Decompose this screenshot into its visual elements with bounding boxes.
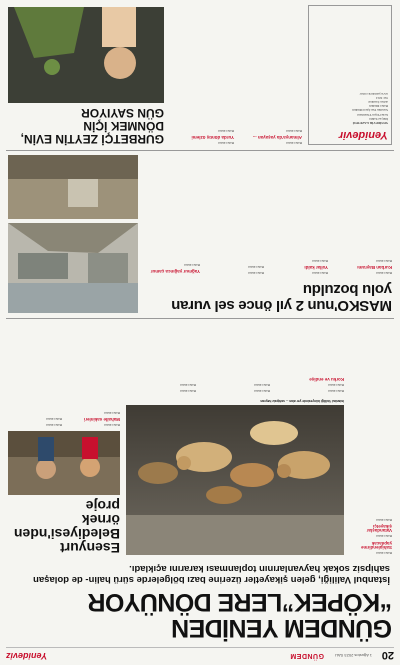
maskot-photo [8, 223, 138, 313]
maskot-column: Yağmur yağınca çamur Haber metni [150, 262, 200, 274]
bottom-story-column: Haber metni Yurda dönüş özlemi Haber metni [191, 128, 234, 145]
section-divider [6, 318, 394, 319]
side-story-photo [8, 431, 120, 495]
section-divider [6, 150, 394, 151]
page-date: 1 Ağustos 2023 SALI [334, 653, 372, 658]
maskot-column: Haber metni Yollar kaldı Haber metni [304, 258, 328, 275]
page-header [6, 647, 394, 661]
side-story-column: Haber metni Haber metni [46, 416, 62, 427]
maskot-headline: MASKO'nun 2 yıl önce sel vuran yolu bozuldu [171, 281, 392, 314]
main-photo-caption: İstanbul Valiliği bünyesinde yer alan ... sahipsiz hayvan [260, 399, 344, 403]
main-headline: GÜNDEM YENİDEN “KÖPEK”LERE DÖNÜYOR [88, 588, 392, 642]
main-story-column: Haber metni Haber metni [180, 382, 196, 393]
bottom-story-column: Haber metni Almanya'da yaşayan ... Haber metni [252, 128, 302, 145]
bottom-story-headline: GURBETÇİ ZEYTİN EVİN, DÖNMEK İÇİN GÜN SAYIYOR [20, 106, 164, 146]
main-story-column: Haber metni Haber metni Korku ve endişe [309, 376, 344, 393]
masthead-box: Yenidevir YENİDEVİR GAZETESİ İmtiyaz Sahibi Genel Yayın Yönetmeni Sorumlu Yazı İşleri Müdürü Haber Müdürü Adres: İstanbul Tel: 0212 www.yenidevir.com.tr [308, 5, 392, 145]
maskot-second-photo [8, 155, 138, 219]
main-photo-dogs [126, 405, 344, 555]
logo: Yenideviz [6, 651, 48, 661]
side-story-headline: Esenyurt Belediyesi'nden örnek proje [13, 498, 120, 556]
page-number: 20 [381, 649, 394, 661]
maskot-column: Haber metni Haber metni [248, 264, 264, 275]
section-label: GÜNDEM [289, 652, 324, 659]
side-story-column: Haber metni Mahalle sakinleri Haber metni [83, 410, 120, 427]
masthead-logo: Yenidevir [338, 129, 388, 141]
maskot-column: Haber metni Kurban Bayramı Haber metni [357, 258, 392, 275]
main-story-column: Haber metni Haber metni [254, 382, 270, 393]
main-story-left-column: Haber metni Sahiplendirme yapılacak Haber metni Vatandaşlar şikayetçi Haber metni [360, 517, 392, 555]
bottom-story-photo [8, 7, 164, 103]
main-subheadline: İstanbul Valiliği, gelen şikayetler üzerine bazı bölgelerde sürü halin- de dolaşan sahipsiz sokak hayvanlarının toplanması kararını açıkladı. [33, 563, 390, 585]
